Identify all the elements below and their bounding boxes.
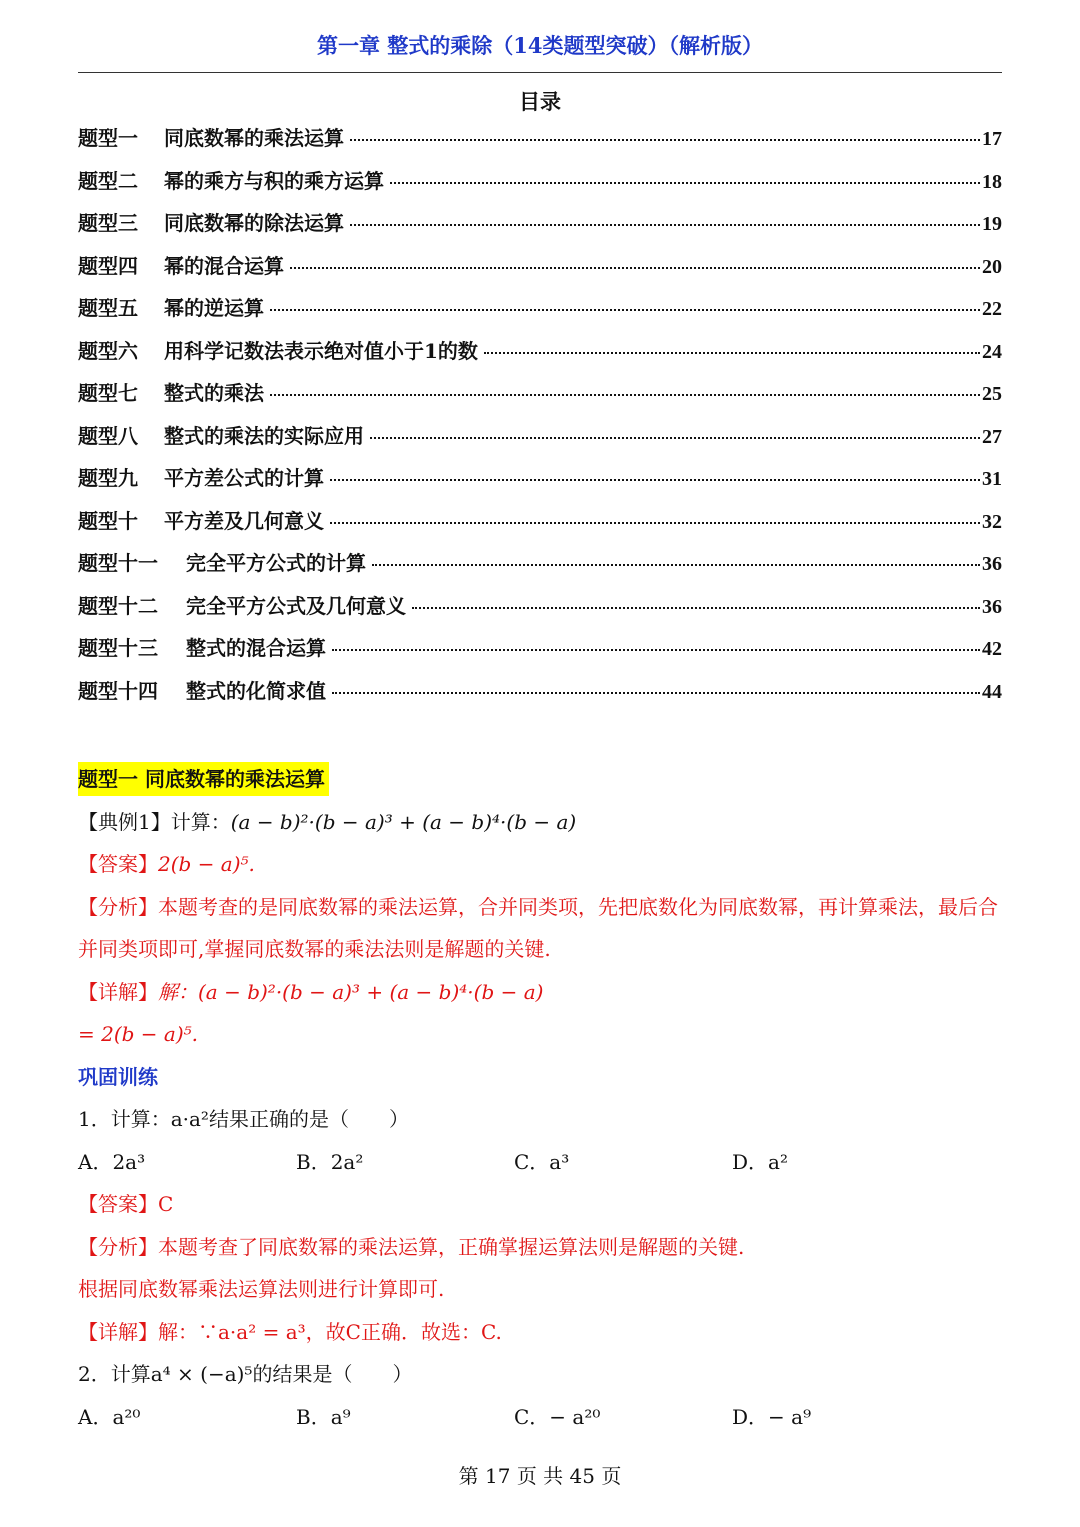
- toc-entry-page: 36: [982, 595, 1002, 618]
- table-of-contents: [78, 122, 1002, 717]
- answer-label: 【答案】: [78, 852, 158, 876]
- toc-entry-type: 题型四: [78, 253, 138, 278]
- toc-entry-page: 17: [982, 128, 1002, 150]
- toc-entry-page: 36: [982, 553, 1002, 575]
- detail-text-1: 解：(a − b)²·(b − a)³ + (a − b)⁴·(b − a): [158, 979, 544, 1004]
- toc-entry-type: 题型十: [78, 508, 138, 533]
- question-1-analysis-2: 根据同底数幂乘法运算法则进行计算即可.: [78, 1277, 445, 1301]
- example-expression: (a − b)²·(b − a)³ + (a − b)⁴·(b − a): [230, 809, 577, 834]
- toc-heading: 目录: [519, 89, 561, 114]
- choice-c: C．a³: [514, 1149, 570, 1174]
- toc-entry-page: 31: [982, 468, 1002, 490]
- toc-entry-name: 整式的乘法: [164, 381, 264, 405]
- detail-line-1: [78, 971, 1002, 1014]
- page-footer: 第 17 页 共 45 页: [458, 1464, 622, 1488]
- choice-c: C．− a²⁰: [514, 1404, 601, 1429]
- toc-entry-page: 25: [982, 383, 1002, 405]
- toc-entry[interactable]: [78, 377, 1002, 420]
- toc-entry-type: 题型七: [78, 381, 138, 405]
- toc-leader-dots: [330, 522, 980, 524]
- toc-entry-type: 题型六: [78, 338, 138, 363]
- analysis-text: 本题考查了同底数幂的乘法运算，正确掌握运算法则是解题的关键.: [158, 1234, 745, 1259]
- analysis-label: 【分析】: [78, 894, 158, 919]
- choice-d: D．a²: [732, 1149, 788, 1174]
- toc-entry-type: 题型三: [78, 211, 138, 235]
- toc-entry-page: 44: [982, 680, 1002, 703]
- toc-leader-dots: [270, 394, 980, 396]
- toc-entry-type: 题型八: [78, 423, 138, 448]
- toc-leader-dots: [270, 309, 980, 311]
- question-1-choices: [78, 1141, 1002, 1184]
- answer-label: 【答案】: [78, 1192, 158, 1216]
- example-label: 【典例1】计算：: [78, 809, 231, 834]
- toc-entry-name: 幂的混合运算: [164, 253, 284, 278]
- toc-entry-name: 整式的化简求值: [186, 678, 326, 703]
- toc-entry[interactable]: [78, 335, 1002, 378]
- header-divider: [78, 72, 1002, 73]
- question-2-choices: [78, 1396, 1002, 1439]
- question-2-stem: 2．计算a⁴ × (−a)⁵的结果是（ ）: [78, 1362, 413, 1386]
- detail-text: 解：∵a·a² = a³，故C正确．故选：C.: [158, 1319, 502, 1344]
- toc-entry-name: 幂的逆运算: [164, 296, 264, 320]
- question-1-answer: [78, 1183, 1002, 1226]
- detail-label: 【详解】: [78, 1319, 158, 1344]
- toc-leader-dots: [372, 564, 980, 566]
- toc-entry[interactable]: [78, 122, 1002, 165]
- toc-entry[interactable]: [78, 505, 1002, 548]
- toc-entry-name: 完全平方公式及几何意义: [186, 593, 406, 618]
- section-body: [78, 758, 1002, 1438]
- toc-leader-dots: [370, 437, 980, 439]
- toc-entry[interactable]: [78, 547, 1002, 590]
- toc-leader-dots: [484, 352, 980, 354]
- toc-entry-name: 整式的混合运算: [186, 636, 326, 660]
- toc-entry-type: 题型十二: [78, 593, 158, 618]
- toc-leader-dots: [290, 267, 980, 269]
- analysis-text: 本题考查的是同底数幂的乘法运算，合并同类项，先把底数化为同底数幂，再计算乘法，最后合并同类项即可,掌握同底数幂的乘法法则是解题的关键.: [78, 894, 998, 961]
- toc-entry[interactable]: [78, 632, 1002, 675]
- choice-d: D．− a⁹: [732, 1404, 812, 1429]
- toc-entry-name: 整式的乘法的实际应用: [164, 423, 364, 448]
- answer-line: [78, 843, 1002, 886]
- toc-entry-type: 题型十四: [78, 678, 158, 703]
- toc-entry-page: 20: [982, 255, 1002, 278]
- detail-label: 【详解】: [78, 979, 158, 1004]
- toc-leader-dots: [332, 692, 980, 694]
- choice-a: A．2a³: [78, 1149, 146, 1174]
- toc-entry-page: 18: [982, 170, 1002, 193]
- section-title: 题型一 同底数幂的乘法运算: [78, 762, 329, 796]
- toc-entry-page: 19: [982, 213, 1002, 235]
- choice-a: A．a²⁰: [78, 1404, 141, 1429]
- question-1-stem: 1．计算：a·a²结果正确的是（ ）: [78, 1107, 409, 1131]
- toc-entry-type: 题型十一: [78, 551, 158, 575]
- toc-entry-name: 同底数幂的除法运算: [164, 211, 344, 235]
- toc-entry[interactable]: [78, 292, 1002, 335]
- toc-entry-page: 27: [982, 425, 1002, 448]
- toc-entry-type: 题型九: [78, 466, 138, 490]
- toc-entry-page: 24: [982, 340, 1002, 363]
- choice-b: B．a⁹: [296, 1404, 351, 1429]
- toc-entry[interactable]: [78, 590, 1002, 633]
- toc-leader-dots: [412, 607, 980, 609]
- toc-entry-page: 32: [982, 510, 1002, 533]
- toc-entry[interactable]: [78, 675, 1002, 718]
- analysis-label: 【分析】: [78, 1234, 158, 1259]
- toc-entry-type: 题型二: [78, 168, 138, 193]
- answer-value: C: [158, 1192, 174, 1216]
- practice-heading: 巩固训练: [78, 1064, 158, 1089]
- answer-value: 2(b − a)⁵.: [158, 852, 255, 876]
- toc-entry-page: 42: [982, 638, 1002, 660]
- toc-leader-dots: [350, 139, 980, 141]
- toc-leader-dots: [330, 479, 980, 481]
- toc-entry[interactable]: [78, 420, 1002, 463]
- toc-entry-name: 用科学记数法表示绝对值小于1的数: [164, 338, 478, 363]
- toc-entry-page: 22: [982, 298, 1002, 320]
- analysis-paragraph: [78, 886, 1002, 971]
- toc-leader-dots: [332, 649, 980, 651]
- question-1-analysis: [78, 1226, 1002, 1269]
- toc-leader-dots: [390, 182, 980, 184]
- example-line: [78, 801, 1002, 844]
- toc-entry-name: 幂的乘方与积的乘方运算: [164, 168, 384, 193]
- choice-b: B．2a²: [296, 1149, 364, 1174]
- toc-entry-name: 完全平方公式的计算: [186, 551, 366, 575]
- detail-line-2: = 2(b − a)⁵.: [78, 1022, 199, 1046]
- toc-entry-name: 同底数幂的乘法运算: [164, 126, 344, 150]
- toc-entry[interactable]: [78, 250, 1002, 293]
- toc-leader-dots: [350, 224, 980, 226]
- toc-entry[interactable]: [78, 207, 1002, 250]
- toc-entry-type: 题型十三: [78, 636, 158, 660]
- toc-entry-name: 平方差及几何意义: [164, 508, 324, 533]
- toc-entry-type: 题型一: [78, 126, 138, 150]
- toc-entry-type: 题型五: [78, 296, 138, 320]
- page-header-title: 第一章 整式的乘除（14类题型突破）（解析版）: [316, 33, 764, 58]
- question-1-detail: [78, 1311, 1002, 1354]
- toc-entry[interactable]: [78, 165, 1002, 208]
- toc-entry[interactable]: [78, 462, 1002, 505]
- toc-entry-name: 平方差公式的计算: [164, 466, 324, 490]
